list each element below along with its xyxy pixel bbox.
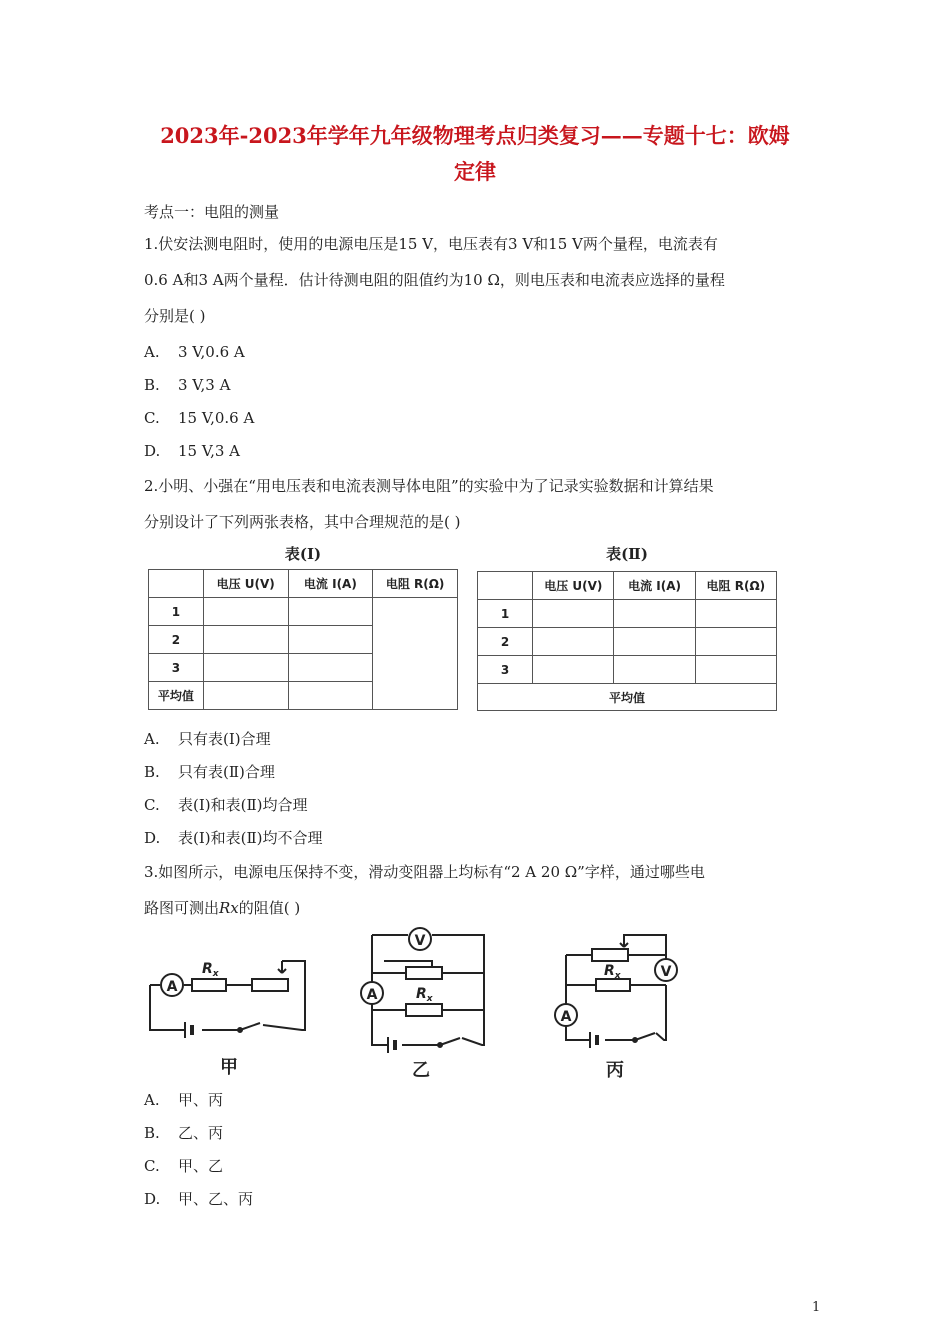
resistor-rx-icon (596, 979, 630, 991)
option-key: B. (144, 763, 160, 781)
option-key: C. (144, 796, 160, 814)
switch-icon (440, 1038, 460, 1045)
circuit-label-bing: 丙 (606, 1060, 624, 1081)
option-key: A. (144, 730, 160, 748)
table2-cell (695, 600, 776, 628)
q3-line2-post: 的阻值( ) (238, 899, 301, 917)
option-key: C. (144, 409, 160, 427)
option-text: 乙、丙 (178, 1124, 224, 1142)
q1-line: 0.6 A和3 A两个量程．估计待测电阻的阻值约为10 Ω，则电压表和电流表应选择的量程 (144, 271, 725, 289)
table1-cell (203, 626, 288, 654)
ammeter-symbol: A (166, 979, 178, 995)
voltmeter-symbol: V (414, 933, 426, 949)
table2-cell (614, 656, 695, 684)
option-text: 15 V,3 A (178, 442, 240, 460)
option-text: 15 V,0.6 A (178, 409, 255, 427)
q3-option[interactable] (144, 1187, 253, 1211)
option-key: B. (144, 376, 160, 394)
rheostat-icon (252, 979, 288, 991)
q3-option[interactable] (144, 1088, 223, 1112)
q2-option[interactable] (144, 760, 275, 784)
table2-cell (695, 628, 776, 656)
table2-cell (695, 656, 776, 684)
q1-line: 1.伏安法测电阻时，使用的电源电压是15 V，电压表有3 V和15 V两个量程，电流表有 (144, 235, 718, 253)
q2-option[interactable] (144, 793, 308, 817)
circuit-label-yi: 乙 (412, 1060, 430, 1081)
table1-cell (288, 654, 373, 682)
ammeter-symbol: A (560, 1009, 572, 1025)
option-text: 甲、乙 (178, 1157, 224, 1175)
table2-title: 表(Ⅱ) (606, 545, 648, 563)
q1-line: 分别是( ) (144, 307, 206, 325)
table1-cell (203, 654, 288, 682)
rx-label: $R_x$ (202, 961, 219, 979)
q3-line: 3.如图所示，电源电压保持不变，滑动变阻器上均标有“2 A 20 Ω”字样，通过哪些电 (144, 863, 705, 881)
option-key: C. (144, 1157, 160, 1175)
table1-header: 电压 U(V) (203, 570, 288, 598)
rx-label: $R_x$ (416, 986, 433, 1004)
table2-cell (533, 656, 614, 684)
document-title-line2: 定律 (454, 159, 496, 184)
table2-row-label: 1 (478, 600, 533, 628)
table2-cell (614, 600, 695, 628)
table2-row-label: 3 (478, 656, 533, 684)
table2-header: 电流 I(A) (614, 572, 695, 600)
rx-label: $R_x$ (604, 963, 621, 981)
q3-option[interactable] (144, 1121, 223, 1145)
option-key: A. (144, 1091, 160, 1109)
q2-line: 2.小明、小强在“用电压表和电流表测导体电阻”的实验中为了记录实验数据和计算结果 (144, 477, 714, 495)
option-text: 3 V,0.6 A (178, 343, 245, 361)
q2-line: 分别设计了下列两张表格，其中合理规范的是( ) (144, 513, 461, 531)
table1-header (149, 570, 204, 598)
voltmeter-symbol: V (660, 964, 672, 980)
table2-cell (614, 628, 695, 656)
table1-title: 表(Ⅰ) (284, 545, 322, 563)
table2-header (478, 572, 533, 600)
table2-header: 电压 U(V) (533, 572, 614, 600)
table2-row-label: 2 (478, 628, 533, 656)
q1-option[interactable] (144, 406, 254, 430)
wire (656, 985, 666, 1040)
table1-cell (288, 626, 373, 654)
switch-icon (635, 1033, 655, 1040)
option-key: D. (144, 1190, 161, 1208)
table2-cell (533, 628, 614, 656)
wire (624, 935, 666, 955)
table1-header: 电流 I(A) (288, 570, 373, 598)
q1-option[interactable] (144, 439, 240, 463)
table1-row-label: 平均值 (149, 682, 204, 710)
option-text: 甲、丙 (178, 1091, 224, 1109)
table1-cell (288, 598, 373, 626)
option-key: A. (144, 343, 160, 361)
q1-option[interactable] (144, 340, 245, 364)
resistor-rx-icon (406, 1004, 442, 1016)
q3-option[interactable] (144, 1154, 223, 1178)
option-text: 3 V,3 A (178, 376, 231, 394)
option-key: B. (144, 1124, 160, 1142)
table1-resistance-merged-cell (373, 598, 458, 710)
option-key: D. (144, 829, 161, 847)
page-number: 1 (812, 1300, 821, 1315)
circuit-jia (150, 961, 305, 1038)
table1-row-label: 1 (149, 598, 204, 626)
table1-row-label: 2 (149, 626, 204, 654)
q3-line2-pre: 路图可测出 (144, 899, 220, 917)
table1-cell (203, 682, 288, 710)
circuit-yi (361, 928, 484, 1053)
resistor-rx-icon (192, 979, 226, 991)
rheostat-icon (592, 949, 628, 961)
table1 (148, 569, 458, 710)
table2 (477, 571, 777, 711)
table1-header: 电阻 R(Ω) (373, 570, 458, 598)
option-text: 甲、乙、丙 (178, 1190, 254, 1208)
option-text: 表(Ⅰ)和表(Ⅱ)均不合理 (178, 829, 323, 847)
table2-cell (533, 600, 614, 628)
q2-option[interactable] (144, 826, 323, 850)
table2-header: 电阻 R(Ω) (695, 572, 776, 600)
table1-row-label: 3 (149, 654, 204, 682)
table1-cell (203, 598, 288, 626)
q1-option[interactable] (144, 373, 230, 397)
q3-line (144, 896, 300, 920)
circuit-label-jia: 甲 (220, 1057, 238, 1078)
wire (432, 935, 484, 1045)
circuit-bing (555, 935, 677, 1048)
section-heading: 考点一：电阻的测量 (144, 203, 280, 221)
q3-variable: Rx (219, 899, 239, 917)
document-title-line1: 2023年-2023年学年九年级物理考点归类复习——专题十七：欧姆 (160, 123, 790, 148)
wire (566, 955, 590, 1040)
table2-average-row: 平均值 (478, 684, 777, 711)
table1-cell (288, 682, 373, 710)
rheostat-icon (406, 967, 442, 979)
option-text: 只有表(Ⅱ)合理 (178, 763, 275, 781)
option-text: 表(Ⅰ)和表(Ⅱ)均合理 (178, 796, 308, 814)
q2-option[interactable] (144, 727, 271, 751)
option-text: 只有表(Ⅰ)合理 (178, 730, 271, 748)
switch-icon (240, 1023, 260, 1030)
ammeter-symbol: A (366, 987, 378, 1003)
option-key: D. (144, 442, 161, 460)
